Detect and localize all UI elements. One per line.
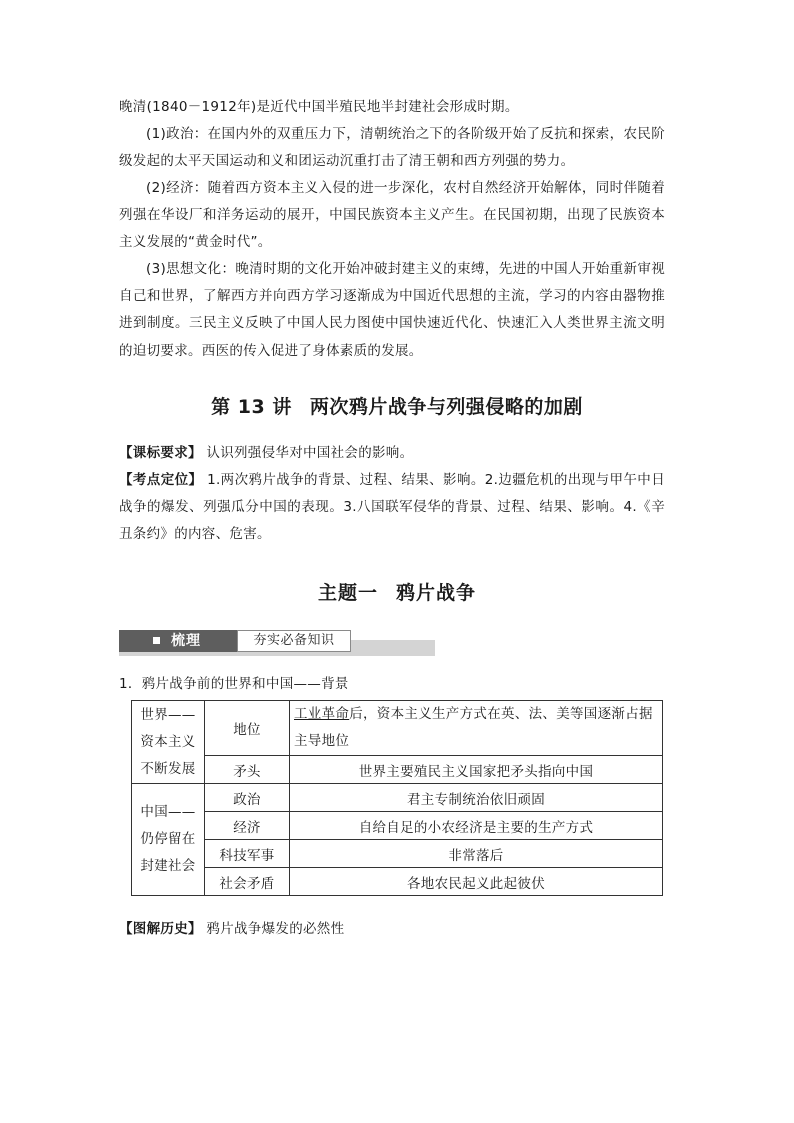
aspect-cell: 科技军事	[205, 840, 290, 868]
requirements-tag: 【课标要求】	[119, 445, 202, 461]
detail-cell: 世界主要殖民主义国家把矛头指向中国	[290, 756, 663, 784]
curriculum-requirements	[119, 440, 665, 467]
group-cell-china: 中国——仍停留在封建社会	[132, 784, 205, 896]
diagram-tag: 【图解历史】	[119, 921, 202, 937]
table-row	[132, 840, 663, 868]
group-cell-world: 世界——资本主义不断发展	[132, 701, 205, 784]
section-heading: 1．鸦片战争前的世界和中国——背景	[119, 676, 349, 692]
aspect-cell: 经济	[205, 812, 290, 840]
intro-paragraph-politics: (1)政治：在国内外的双重压力下，清朝统治之下的各阶级开始了反抗和探索，农民阶级发起的太平天国运动和义和团运动沉重打击了清王朝和西方列强的势力。	[119, 126, 665, 170]
intro-paragraph-culture: (3)思想文化：晚清时期的文化开始冲破封建主义的束缚，先进的中国人开始重新审视自己和世界，了解西方并向西方学习逐渐成为中国近代思想的主流，学习的内容由器物推进到制度。三民主义反映了中国人民力图使中国快速近代化、快速汇入人类世界主流文明的迫切要求。西医的传入促进了身体素质的发展。	[119, 261, 665, 359]
detail-cell: 各地农民起义此起彼伏	[290, 868, 663, 896]
aspect-cell: 矛头	[205, 756, 290, 784]
intro-paragraph-economy: (2)经济：随着西方资本主义入侵的进一步深化，农村自然经济开始解体，同时伴随着列强在华设厂和洋务运动的展开，中国民族资本主义产生。在民国初期，出现了民族资本主义发展的“黄金时代”。	[119, 180, 665, 251]
detail-cell: 非常落后	[290, 840, 663, 868]
banner-tail-decoration	[351, 640, 435, 652]
diagram-heading	[119, 917, 344, 937]
focus-tag: 【考点定位】	[119, 472, 203, 488]
aspect-cell: 社会矛盾	[205, 868, 290, 896]
aspect-cell: 地位	[205, 701, 290, 756]
intro-paragraph-summary: 晚清(1840－1912年)是近代中国半殖民地半封建社会形成时期。	[119, 99, 519, 115]
lesson-title	[0, 392, 794, 419]
section-banner	[119, 630, 435, 656]
banner-underline-decoration	[119, 652, 435, 656]
banner-sub-label: 夯实必备知识	[237, 630, 351, 652]
lesson-number: 第 13 讲	[211, 396, 292, 418]
square-bullet-icon	[153, 637, 160, 644]
requirements-text: 认识列强侵华对中国社会的影响。	[206, 445, 414, 461]
theme-label: 主题一	[317, 582, 378, 604]
aspect-cell: 政治	[205, 784, 290, 812]
detail-cell: 君主专制统治依旧顽固	[290, 784, 663, 812]
detail-text: 后，资本主义生产方式在英、法、美等国逐渐占据主导地位	[294, 706, 653, 749]
theme-title	[0, 578, 794, 605]
table-row	[132, 812, 663, 840]
underlined-term: 工业革命	[294, 706, 350, 722]
table-row	[132, 701, 663, 756]
banner-main-block	[119, 630, 237, 652]
detail-cell: 自给自足的小农经济是主要的生产方式	[290, 812, 663, 840]
background-table	[131, 700, 663, 896]
table-row	[132, 784, 663, 812]
theme-name: 鸦片战争	[396, 582, 477, 604]
table-row	[132, 868, 663, 896]
focus-text: 1.两次鸦片战争的背景、过程、结果、影响。2.边疆危机的出现与甲午中日战争的爆发、列强瓜分中国的表现。3.八国联军侵华的背景、过程、结果、影响。4.《辛丑条约》的内容、危害。	[119, 472, 665, 543]
diagram-text: 鸦片战争爆发的必然性	[206, 921, 345, 937]
detail-cell	[290, 701, 663, 756]
exam-focus	[119, 467, 665, 549]
banner-main-label: 梳理	[171, 633, 201, 649]
lesson-name: 两次鸦片战争与列强侵略的加剧	[309, 396, 583, 418]
table-row	[132, 756, 663, 784]
